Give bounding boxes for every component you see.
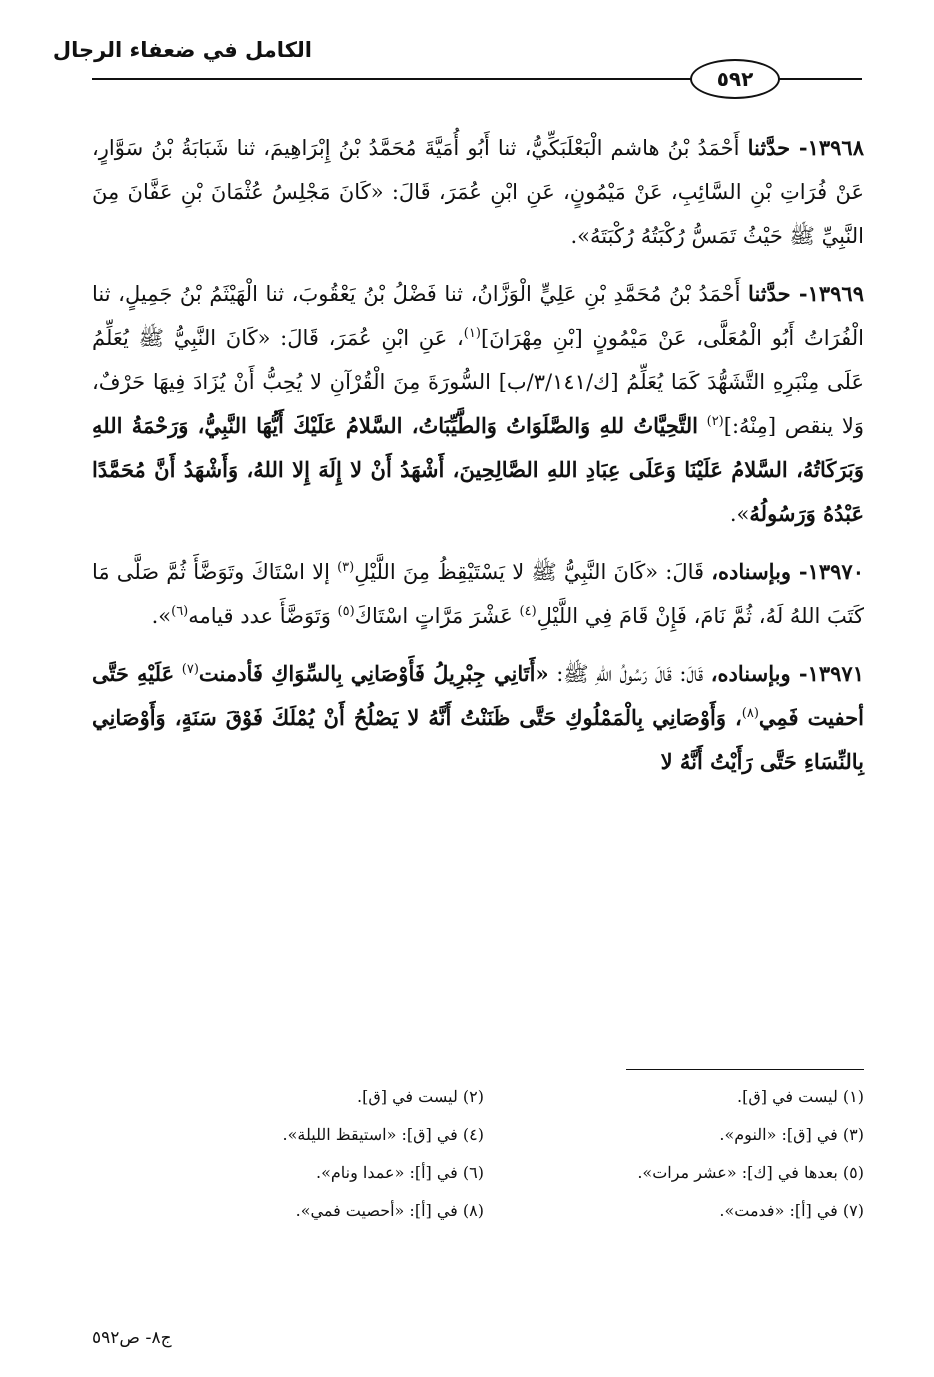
footnote-5: (٥) بعدها في [ك]: «عشر مرات». bbox=[637, 1163, 864, 1182]
hadith-text: عَشْرَ مَرَّاتٍ اسْتَاكَ bbox=[354, 604, 513, 628]
footnote-6: (٦) في [أ]: «عمدا ونام». bbox=[316, 1163, 484, 1182]
hadith-end: ». bbox=[729, 502, 750, 526]
hadith-13970: ١٣٩٧٠- وبإسناده، قَالَ: «كَانَ النَّبِيُّ ﷺ لا يَسْتَيْقِظُ مِنَ اللَّيْلِ$^{(٣)}$ إلا اسْتَاكَ وتَوَضَّأَ ثُمَّ صَلَّى مَا كَتَبَ اللهُ لَهُ، ثُمَّ نَامَ، فَإِنْ قَامَ فِي اللَّيْلِ$^{(٤)}$ عَشْرَ مَرَّاتٍ اسْتَاكَ$^{(٥)}$ وَتَوَضَّأَ عدد قيامه$^{(٦)}$». bbox=[92, 559, 864, 628]
hadith-text: ، عَنِ ابْنِ عُمَرَ، قَالَ: «كَانَ النَّبِيُّ ﷺ يُعَلِّمُ عَلَى مِنْبَرِهِ التَّشَهُّدَ كَمَا يُعَلِّمُ [ك/٣/١٤١/ب] السُّورَةَ مِنَ الْقُرْآنِ لا يُحِبُّ أَنْ يُزَادَ فِيهَا حَرْفٌ، وَلا ينقص [مِنْهُ:] bbox=[92, 326, 864, 438]
footnote-ref: (٢) bbox=[706, 414, 724, 429]
footnote-separator bbox=[626, 1069, 864, 1070]
hadith-text: قَالَ: قَالَ رَسُولُ اللهِ ﷺ: bbox=[556, 662, 704, 686]
hadith-13968: ١٣٩٦٨- حدَّثنا أَحْمَدُ بْنُ هاشم الْبَعْلَبَكِّيُّ، ثنا أَبُو أُمَيَّةَ مُحَمَّدُ بْنُ إِبْرَاهِيمَ، ثنا شَبَابَةُ بْنُ سَوَّارٍ، عَنْ فُرَاتِ بْنِ السَّائِبِ، عَنْ مَيْمُونٍ، عَنِ ابْنِ عُمَرَ، قَالَ: «كَانَ مَجْلِسُ عُثْمَانَ بْنِ عَفَّانَ مِنَ النَّبِيِّ ﷺ حَيْثُ تَمَسُّ رُكْبَتُهُ رُكْبَتَهُ». bbox=[92, 135, 864, 248]
footnote-ref: (٤) bbox=[519, 604, 537, 619]
footnote-3: (٣) في [ق]: «النوم». bbox=[719, 1125, 864, 1144]
hadith-text: أَحْمَدُ بْنُ هاشم الْبَعْلَبَكِّيُّ، ثنا أَبُو أُمَيَّةَ مُحَمَّدُ بْنُ إِبْرَاهِيمَ، ثنا شَبَابَةُ بْنُ سَوَّارٍ، عَنْ فُرَاتِ بْنِ السَّائِبِ، عَنْ مَيْمُونٍ، عَنِ ابْنِ عُمَرَ، قَالَ: «كَانَ مَجْلِسُ عُثْمَانَ بْنِ عَفَّانَ مِنَ النَّبِيِّ ﷺ حَيْثُ تَمَسُّ رُكْبَتُهُ رُكْبَتَهُ». bbox=[92, 136, 864, 248]
running-header-title: الكامل في ضعفاء الرجال bbox=[52, 38, 312, 62]
footnote-ref: (٦) bbox=[171, 604, 189, 619]
hadith-number: ١٣٩٦٩ bbox=[807, 281, 864, 306]
hadith-number: ١٣٩٧١ bbox=[807, 661, 864, 686]
footnote-ref: (١) bbox=[463, 326, 481, 341]
page-number-badge bbox=[690, 59, 780, 99]
footnote-8: (٨) في [أ]: «أحصيت فمي». bbox=[295, 1201, 484, 1220]
tashahhud-text: التَّحِيَّاتُ للهِ وَالصَّلَوَاتُ وَالطَّيِّبَاتُ، السَّلامُ عَلَيْكَ أَيُّهَا النَّبِيُّ، وَرَحْمَةُ اللهِ وَبَرَكَاتُهُ، السَّلامُ عَلَيْنَا وَعَلَى عِبَادِ اللهِ الصَّالِحِينَ، أَشْهَدُ أَنْ لا إِلَهَ إِلا اللهُ، وَأَشْهَدُ أَنَّ مُحَمَّدًا عَبْدُهُ وَرَسُولُهُ bbox=[92, 413, 864, 526]
hadith-bold-text: ، وَأَوْصَانِي بِالْمَمْلُوكِ حَتَّى ظَنَنْتُ أَنَّهُ لا يَصْلُحُ أَنْ يُمْلَكَ فَوْقَ سَنَةٍ، وَأَوْصَانِي بِالنِّسَاءِ حَتَّى رَأَيْتُ أَنَّهُ لا bbox=[92, 705, 864, 774]
footnote-1: (١) ليست في [ق]. bbox=[737, 1087, 864, 1106]
footnote-ref: (٧) bbox=[181, 662, 199, 677]
footnote-7: (٧) في [أ]: «فدمت». bbox=[719, 1201, 864, 1220]
hadith-bold-text: عَلَيْهِ حَتَّى أحفيت فَمِي bbox=[92, 661, 864, 730]
volume-page-reference: ج٨- ص٥٩٢ bbox=[92, 1328, 172, 1348]
footnote-4: (٤) في [ق]: «استيقظ الليلة». bbox=[282, 1125, 484, 1144]
narration-keyword: وبإسناده، bbox=[711, 559, 792, 584]
hadith-number: ١٣٩٧٠ bbox=[807, 559, 864, 584]
hadith-number: ١٣٩٦٨ bbox=[807, 135, 864, 160]
hadith-text: قَالَ: «كَانَ النَّبِيُّ ﷺ لا يَسْتَيْقِظُ مِنَ اللَّيْلِ bbox=[354, 560, 705, 584]
footnotes bbox=[120, 1082, 864, 1226]
hadith-13969: ١٣٩٦٩- حدَّثنا أَحْمَدُ بْنُ مُحَمَّدِ بْنِ عَلِيٍّ الْوَزَّانُ، ثنا فَضْلُ بْنُ يَعْقُوبَ، ثنا الْهَيْثَمُ بْنُ جَمِيلٍ، ثنا الْفُرَاتُ أَبُو الْمُعَلَّى، عَنْ مَيْمُونٍ [بْنِ مِهْرَانَ]$^{(١)}$، عَنِ ابْنِ عُمَرَ، قَالَ: «كَانَ النَّبِيُّ ﷺ يُعَلِّمُ عَلَى مِنْبَرِهِ التَّشَهُّدَ كَمَا يُعَلِّمُ [ك/٣/١٤١/ب] السُّورَةَ مِنَ الْقُرْآنِ لا يُحِبُّ أَنْ يُزَادَ فِيهَا حَرْفٌ، وَلا ينقص [مِنْهُ:]$^{(٢)}$ التَّحِيَّاتُ للهِ وَالصَّلَوَاتُ وَالطَّيِّبَاتُ، السَّلامُ عَلَيْكَ أَيُّهَا النَّبِيُّ، وَرَحْمَةُ اللهِ وَبَرَكَاتُهُ، السَّلامُ عَلَيْنَا وَعَلَى عِبَادِ اللهِ الصَّالِحِينَ، أَشْهَدُ أَنْ لا إِلَهَ إِلا اللهُ، وَأَشْهَدُ أَنَّ مُحَمَّدًا عَبْدُهُ وَرَسُولُهُ». bbox=[92, 281, 865, 526]
hadith-text: إلا اسْتَاكَ وتَوَضَّأَ ثُمَّ صَلَّى مَا كَتَبَ اللهُ لَهُ، ثُمَّ نَامَ، فَإِنْ قَامَ فِي اللَّيْلِ bbox=[92, 560, 864, 628]
main-text bbox=[92, 126, 864, 784]
footnote-ref: (٨) bbox=[741, 706, 759, 721]
hadith-end: ». bbox=[151, 604, 172, 628]
footnote-2: (٢) ليست في [ق]. bbox=[357, 1087, 484, 1106]
page-number: ٥٩٢ bbox=[716, 67, 754, 91]
footnote-ref: (٥) bbox=[337, 604, 355, 619]
narration-keyword: حدَّثنا bbox=[747, 135, 791, 160]
narration-keyword: حدَّثنا bbox=[748, 281, 791, 306]
hadith-bold-text: «أَتَانِي جِبْرِيلُ فَأَوْصَانِي بِالسِّوَاكِ فَأدمنت bbox=[198, 661, 549, 686]
hadith-text: وَتَوَضَّأَ عدد قيامه bbox=[188, 604, 331, 628]
hadith-13971: ١٣٩٧١- وبإسناده، قَالَ: قَالَ رَسُولُ اللهِ ﷺ: «أَتَانِي جِبْرِيلُ فَأَوْصَانِي بِالسِّوَاكِ فَأدمنت$^{(٧)}$ عَلَيْهِ حَتَّى أحفيت فَمِي$^{(٨)}$، وَأَوْصَانِي بِالْمَمْلُوكِ حَتَّى ظَنَنْتُ أَنَّهُ لا يَصْلُحُ أَنْ يُمْلَكَ فَوْقَ سَنَةٍ، وَأَوْصَانِي بِالنِّسَاءِ حَتَّى رَأَيْتُ أَنَّهُ لا bbox=[92, 661, 864, 774]
hadith-text: أَحْمَدُ بْنُ مُحَمَّدِ بْنِ عَلِيٍّ الْوَزَّانُ، ثنا فَضْلُ بْنُ يَعْقُوبَ، ثنا الْهَيْثَمُ بْنُ جَمِيلٍ، ثنا الْفُرَاتُ أَبُو الْمُعَلَّى، عَنْ مَيْمُونٍ [بْنِ مِهْرَانَ] bbox=[92, 282, 865, 350]
footnote-ref: (٣) bbox=[337, 560, 355, 575]
narration-keyword: وبإسناده، bbox=[710, 661, 791, 686]
